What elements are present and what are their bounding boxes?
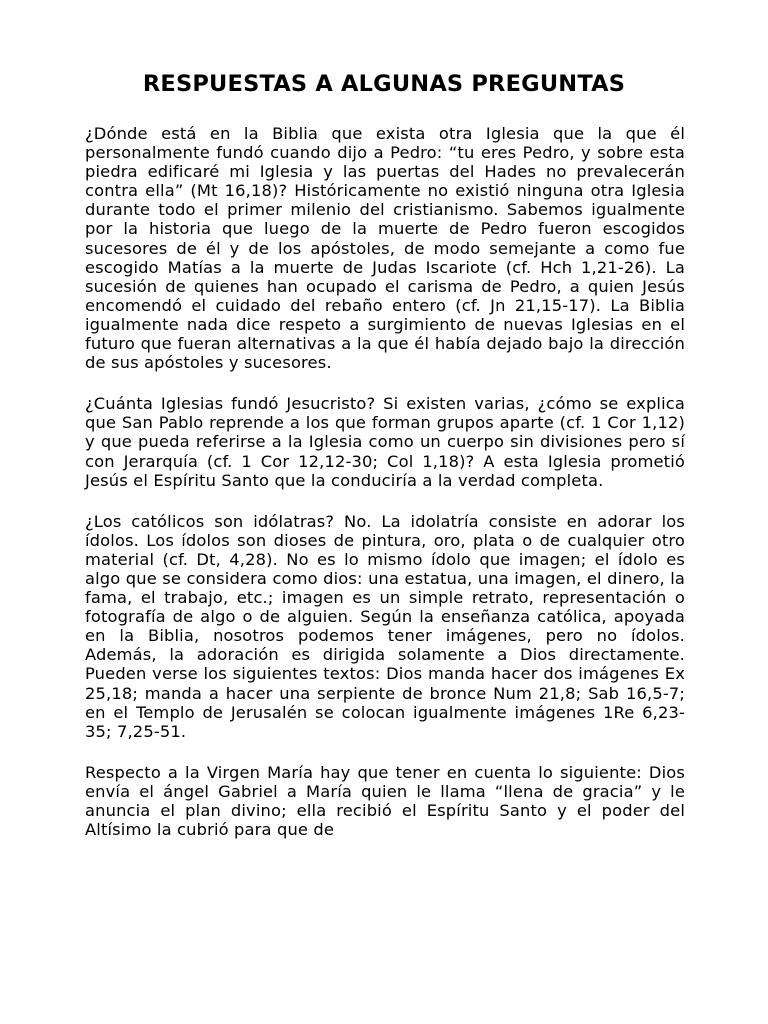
paragraph-idolatria: ¿Los católicos son idólatras? No. La idolatría consiste en adorar los ídolos. Los ídolos son dioses de pintura, oro, plata o de cualquier otro material (cf. Dt, 4,28). No es lo mismo ídolo que imagen; el ídolo es algo que se considera como dios: una estatua, una imagen, el dinero, la fama, el trabajo, etc.; imagen es un simple retrato, representación o fotografía de algo o de alguien. Según la enseñanza católica, apoyada en la Biblia, nosotros podemos tener imágenes, pero no ídolos. Además, la adoración es dirigida solamente a Dios directamente. Pueden verse los siguientes textos: Dios manda hacer dos imágenes Ex 25,18; manda a hacer una serpiente de bronce Num 21,8; Sab 16,5-7; en el Templo de Jerusalén se colocan igualmente imágenes 1Re 6,23-35; 7,25-51. [85,511,685,741]
document-title: RESPUESTAS A ALGUNAS PREGUNTAS [142,71,626,97]
paragraph-virgen-maria: Respecto a la Virgen María hay que tener en cuenta lo siguiente: Dios envía el ángel Gabriel a María quien le llama “llena de gracia” y le anuncia el plan divino; ella recibió el Espíritu Santo y el poder del Altísimo la cubrió para que de [85,762,685,840]
paragraph-cuantas-iglesias: ¿Cuánta Iglesias fundó Jesucristo? Si existen varias, ¿cómo se explica que San Pablo reprende a los que forman grupos aparte (cf. 1 Cor 1,12) y que pueda referirse a la Iglesia como un cuerpo sin divisiones pero sí con Jerarquía (cf. 1 Cor 12,12-30; Col 1,18)? A esta Iglesia prometió Jesús el Espíritu Santo que la conduciría a la verdad completa. [85,394,685,490]
paragraph-iglesia-fundada: ¿Dónde está en la Biblia que exista otra Iglesia que la que él personalmente fundó cuando dijo a Pedro: “tu eres Pedro, y sobre esta piedra edificaré mi Iglesia y las puertas del Hades no prevalecerán contra ella” (Mt 16,18)? Históricamente no existió ninguna otra Iglesia durante todo el primer milenio del cristianismo. Sabemos igualmente por la historia que luego de la muerte de Pedro fueron escogidos sucesores de él y de los apóstoles, de modo semejante a como fue escogido Matías a la muerte de Judas Iscariote (cf. Hch 1,21-26). La sucesión de quienes han ocupado el carisma de Pedro, a quien Jesús encomendó el cuidado del rebaño entero (cf. Jn 21,15-17). La Biblia igualmente nada dice respeto a surgimiento de nuevas Iglesias en el futuro que fueran alternativas a la que él había dejado bajo la dirección de sus apóstoles y sucesores. [85,124,685,373]
document-body [85,124,685,861]
